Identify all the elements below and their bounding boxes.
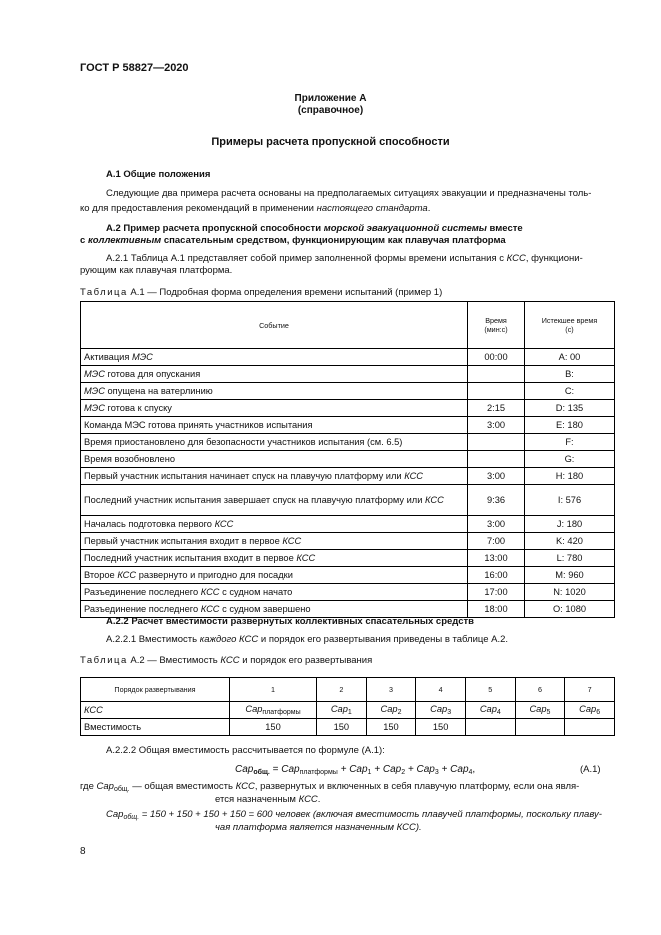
- event-cell: [81, 434, 468, 451]
- where-text: где: [80, 781, 97, 792]
- order-cell: 1: [230, 678, 317, 702]
- appendix-subtitle: (справочное): [297, 105, 364, 116]
- kss-cell: [317, 702, 367, 719]
- elapsed-cell: J: 180: [525, 516, 615, 533]
- paragraph-italic: КСС: [506, 253, 526, 264]
- heading-italic: морской эвакуационной системы: [323, 223, 487, 234]
- event-cell: [81, 584, 468, 601]
- paragraph-text: А.2.2.1 Вместимость: [106, 634, 200, 645]
- paragraph-text: ко для предоставления рекомендаций в применении: [80, 203, 317, 214]
- section-a2-heading-line1: [106, 223, 523, 234]
- formula-symbol: + Cap: [405, 764, 435, 775]
- section-a1-heading: А.1 Общие положения: [106, 169, 211, 180]
- table-row: [81, 550, 615, 567]
- event-text: с судном начато: [219, 586, 293, 597]
- where-text: .: [317, 794, 321, 805]
- order-row: [81, 678, 615, 702]
- formula-operator: =: [269, 764, 282, 775]
- document-header: ГОСТ Р 58827—2020: [80, 62, 189, 74]
- caption-word: Таблица: [80, 287, 128, 298]
- formula-symbol: Cap: [235, 764, 254, 775]
- table-row: [81, 468, 615, 485]
- event-cell: [81, 550, 468, 567]
- table-row: [81, 400, 615, 417]
- appendix-title: Приложение А: [294, 93, 367, 104]
- section-a1-paragraph: [80, 186, 615, 216]
- elapsed-cell: N: 1020: [525, 584, 615, 601]
- event-cell: [81, 417, 468, 434]
- calc-symbol: Cap: [106, 809, 124, 820]
- cap-subscript: платформы: [262, 709, 301, 716]
- event-italic: КСС: [282, 535, 302, 546]
- table-a2: [80, 677, 615, 736]
- section-a221-paragraph: [106, 634, 508, 645]
- time-cell: 3:00: [468, 417, 525, 434]
- cap-symbol: Cap: [579, 704, 597, 714]
- calculation-line1: [106, 809, 602, 821]
- elapsed-cell: E: 180: [525, 417, 615, 434]
- event-text: Активация: [84, 351, 132, 362]
- where-text: , развернутых и включенных в себя плавучую платформу, если она явля-: [254, 781, 580, 792]
- elapsed-cell: M: 960: [525, 567, 615, 584]
- kss-cell: [416, 702, 466, 719]
- event-text: развернуто и пригодно для посадки: [136, 569, 293, 580]
- section-a21-line1: [106, 253, 583, 264]
- page-number: 8: [80, 846, 86, 857]
- cap-subscript: 5: [546, 709, 551, 716]
- cap-subscript: 3: [447, 709, 452, 716]
- kss-label: КСС: [84, 705, 103, 715]
- paragraph-text: , функциони-: [525, 253, 583, 264]
- table-row: [81, 383, 615, 400]
- event-italic: КСС: [296, 552, 316, 563]
- table-a1: [80, 301, 615, 618]
- cap-symbol: Cap: [245, 704, 263, 714]
- cap-subscript: 4: [496, 709, 501, 716]
- formula-subscript: 2: [401, 769, 406, 776]
- formula-subscript: 1: [367, 769, 372, 776]
- caption-text: А.1 — Подробная форма определения времени испытаний (пример 1): [130, 287, 443, 298]
- formula-number: (А.1): [580, 764, 601, 775]
- time-cell: [468, 434, 525, 451]
- cap-subscript: 6: [596, 709, 601, 716]
- event-text: Время приостановлено для безопасности участников испытания (см. 6.5): [84, 436, 403, 447]
- cap-symbol: Cap: [380, 704, 398, 714]
- elapsed-cell: L: 780: [525, 550, 615, 567]
- order-cell: 6: [515, 678, 565, 702]
- cap-subscript: 2: [397, 709, 402, 716]
- kss-cell: [565, 702, 615, 719]
- event-italic: МЭС: [131, 351, 153, 362]
- paragraph-text: .: [427, 203, 431, 214]
- caption-italic: КСС: [220, 655, 240, 666]
- section-a21-line2: рующим как плавучая платформа.: [80, 265, 233, 276]
- event-italic: КСС: [214, 518, 234, 529]
- caption-text: А.2 — Вместимость: [130, 655, 221, 666]
- heading-text: вместе: [486, 223, 523, 234]
- formula-where-line1: [80, 781, 579, 793]
- kss-cell: [230, 702, 317, 719]
- table-row: [81, 417, 615, 434]
- table-row: [81, 601, 615, 618]
- time-cell: 2:15: [468, 400, 525, 417]
- kss-label-cell: [81, 702, 230, 719]
- time-cell: 7:00: [468, 533, 525, 550]
- col-header-event: Событие: [81, 302, 468, 349]
- formula-symbol: + Cap: [371, 764, 402, 775]
- elapsed-cell: C:: [525, 383, 615, 400]
- formula-subscript: 4: [468, 769, 473, 776]
- time-cell: 3:00: [468, 516, 525, 533]
- paragraph-text: и порядок его развертывания приведены в таблице А.2.: [258, 634, 509, 645]
- table-row: [81, 584, 615, 601]
- elapsed-cell: B:: [525, 366, 615, 383]
- header-text: Время: [485, 316, 507, 325]
- paragraph-line: [80, 201, 430, 216]
- time-cell: 17:00: [468, 584, 525, 601]
- order-label-cell: Порядок развертывания: [81, 678, 230, 702]
- event-cell: [81, 601, 468, 618]
- event-cell: [81, 349, 468, 366]
- caption-text: и порядок его развертывания: [239, 655, 373, 666]
- event-italic: КСС: [200, 603, 220, 614]
- caption-word: Таблица: [80, 655, 128, 666]
- event-italic: КСС: [117, 569, 137, 580]
- elapsed-cell: O: 1080: [525, 601, 615, 618]
- capacity-cell: [465, 719, 515, 736]
- formula-symbol: + Cap: [438, 764, 469, 775]
- header-text: (с): [565, 325, 574, 334]
- paragraph-italic: настоящего стандарта: [316, 203, 428, 214]
- heading-italic: коллективным: [87, 235, 162, 246]
- elapsed-cell: D: 135: [525, 400, 615, 417]
- kss-cell: [366, 702, 416, 719]
- table-row: [81, 533, 615, 550]
- elapsed-cell: H: 180: [525, 468, 615, 485]
- capacity-cell: [515, 719, 565, 736]
- capacity-label-cell: Вместимость: [81, 719, 230, 736]
- event-cell: [81, 468, 468, 485]
- elapsed-cell: G:: [525, 451, 615, 468]
- where-symbol: Cap: [96, 781, 114, 792]
- section-a22-heading: А.2.2 Расчет вместимости развернутых коллективных спасательных средств: [106, 616, 474, 627]
- cap-symbol: Cap: [430, 704, 448, 714]
- col-header-elapsed: [525, 302, 615, 349]
- kss-row: [81, 702, 615, 719]
- table-row: [81, 434, 615, 451]
- header-text: (мин:с): [484, 325, 508, 334]
- capacity-cell: [565, 719, 615, 736]
- table-row: [81, 516, 615, 533]
- event-italic: МЭС: [84, 368, 105, 379]
- section-a2-heading-line2: [80, 235, 506, 246]
- table-row: [81, 451, 615, 468]
- event-text: Последний участник испытания завершает спуск на плавучую платформу или: [84, 494, 426, 505]
- table-row: [81, 349, 615, 366]
- event-cell: [81, 400, 468, 417]
- event-text: Началась подготовка первого: [84, 518, 215, 529]
- formula-symbol: Cap: [281, 764, 300, 775]
- event-text: Второе: [84, 569, 118, 580]
- paragraph-text: Следующие два примера расчета основаны на предполагаемых ситуациях эвакуации и предназначены толь-: [106, 188, 592, 199]
- formula-symbol: + Cap: [337, 764, 368, 775]
- table2-caption: [80, 655, 372, 666]
- calc-text: = 150 + 150 + 150 + 150 = 600 человек (включая вместимость плавучей платформы, поскольку плаву-: [139, 809, 602, 820]
- event-cell: [81, 366, 468, 383]
- event-text: Первый участник испытания начинает спуск на плавучую платформу или: [84, 470, 405, 481]
- event-text: Последний участник испытания входит в первое: [84, 552, 297, 563]
- event-italic: МЭС: [84, 385, 105, 396]
- where-subscript: общ.: [113, 786, 130, 793]
- order-cell: 2: [317, 678, 367, 702]
- time-cell: 13:00: [468, 550, 525, 567]
- heading-text: с: [80, 235, 88, 246]
- order-cell: 5: [465, 678, 515, 702]
- capacity-cell: 150: [317, 719, 367, 736]
- event-cell: [81, 516, 468, 533]
- event-text: Разъединение последнего: [84, 586, 201, 597]
- event-text: Время возобновлено: [84, 453, 176, 464]
- time-cell: [468, 383, 525, 400]
- table-row: [81, 485, 615, 516]
- cap-subscript: 1: [347, 709, 352, 716]
- table-row: [81, 366, 615, 383]
- event-text: Первый участник испытания входит в первое: [84, 535, 283, 546]
- table-row: [81, 567, 615, 584]
- calc-subscript: общ.: [123, 814, 140, 821]
- header-text: Истекшее время: [541, 316, 598, 325]
- event-cell: [81, 451, 468, 468]
- heading-text: спасательным средством, функционирующим как плавучая платформа: [161, 235, 506, 246]
- where-text: — общая вместимость: [129, 781, 236, 792]
- time-cell: [468, 451, 525, 468]
- time-cell: 9:36: [468, 485, 525, 516]
- event-text: Команда МЭС готова принять участников испытания: [84, 419, 313, 430]
- formula-where-line2: [215, 794, 320, 805]
- time-cell: 16:00: [468, 567, 525, 584]
- event-text: готова к спуску: [104, 402, 172, 413]
- event-text: Разъединение последнего: [84, 603, 201, 614]
- table1-caption: [80, 287, 442, 298]
- event-italic: КСС: [425, 494, 444, 505]
- where-italic: КСС: [298, 794, 318, 805]
- event-cell: [81, 485, 468, 516]
- formula-subscript: 3: [434, 769, 439, 776]
- time-cell: 18:00: [468, 601, 525, 618]
- elapsed-cell: I: 576: [525, 485, 615, 516]
- event-cell: [81, 567, 468, 584]
- event-text: опущена на ватерлинию: [104, 385, 213, 396]
- capacity-cell: 150: [366, 719, 416, 736]
- time-cell: [468, 366, 525, 383]
- formula-operator: ,: [472, 764, 476, 775]
- capacity-row: [81, 719, 615, 736]
- formula-subscript: платформы: [299, 769, 338, 776]
- paragraph-italic: каждого КСС: [199, 634, 259, 645]
- event-text: с судном завершено: [219, 603, 311, 614]
- cap-symbol: Cap: [330, 704, 348, 714]
- event-cell: [81, 533, 468, 550]
- order-cell: 3: [366, 678, 416, 702]
- col-header-time: [468, 302, 525, 349]
- order-cell: 4: [416, 678, 466, 702]
- time-cell: 00:00: [468, 349, 525, 366]
- where-text: ется назначенным: [215, 794, 299, 805]
- where-italic: КСС: [235, 781, 255, 792]
- event-italic: КСС: [200, 586, 220, 597]
- paragraph-text: А.2.1 Таблица А.1 представляет собой пример заполненной формы времени испытания с: [106, 253, 507, 264]
- capacity-cell: 150: [230, 719, 317, 736]
- cap-symbol: Cap: [529, 704, 547, 714]
- elapsed-cell: F:: [525, 434, 615, 451]
- event-cell: [81, 383, 468, 400]
- elapsed-cell: K: 420: [525, 533, 615, 550]
- formula-a1: [235, 764, 475, 776]
- calculation-line2: чая платформа является назначенным КСС).: [215, 822, 422, 833]
- event-text: готова для опускания: [104, 368, 201, 379]
- formula-subscript: общ.: [253, 769, 270, 776]
- kss-cell: [465, 702, 515, 719]
- kss-cell: [515, 702, 565, 719]
- capacity-cell: 150: [416, 719, 466, 736]
- time-cell: 3:00: [468, 468, 525, 485]
- main-title: Примеры расчета пропускной способности: [211, 136, 450, 148]
- order-cell: 7: [565, 678, 615, 702]
- event-italic: МЭС: [84, 402, 105, 413]
- event-italic: КСС: [404, 470, 424, 481]
- section-a222-paragraph: А.2.2.2 Общая вместимость рассчитывается по формуле (А.1):: [106, 745, 385, 756]
- heading-text: А.2 Пример расчета пропускной способности: [106, 223, 324, 234]
- cap-symbol: Cap: [479, 704, 497, 714]
- elapsed-cell: A: 00: [525, 349, 615, 366]
